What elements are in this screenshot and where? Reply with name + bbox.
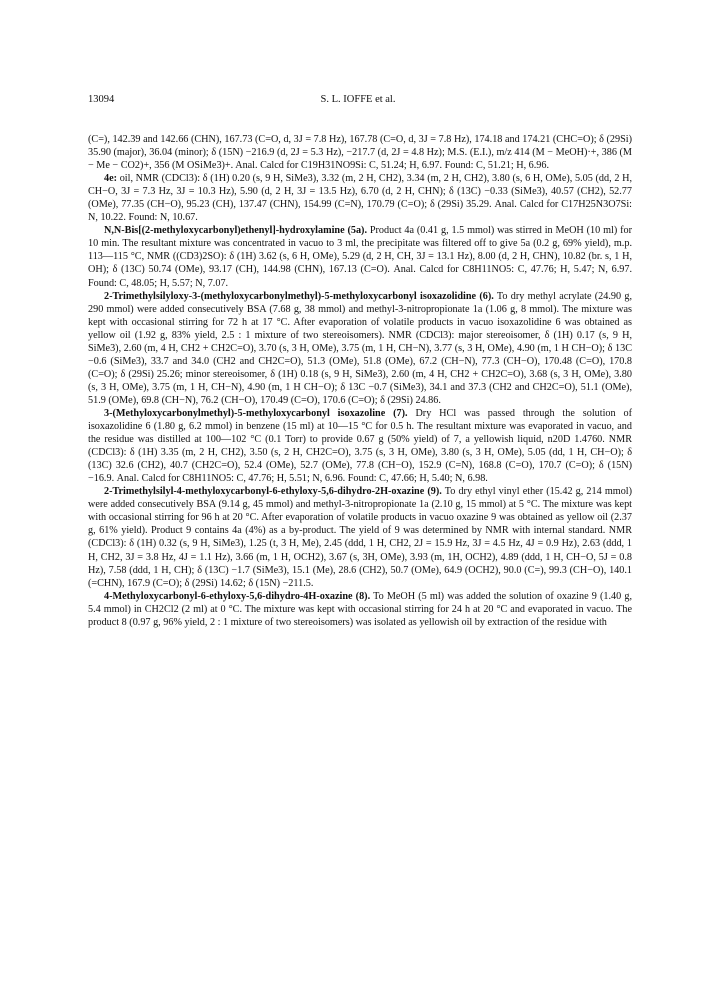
paragraph-text: (C=), 142.39 and 142.66 (CHN), 167.73 (C=O, d, 3J = 7.8 Hz), 167.78 (C=O, d, 3J = 7.8 Hz), 174.18 and 174.21 (CHC=O); δ (29Si) 35.90 (major), 36.04 (minor); δ (15N) −216.9 (d, 2J = 5.3 Hz), −217.7 (d, 2J = 4.8 Hz); M.S. (E.I.), m/z 414 (M − MeOH)·+, 386 (M − Me − CO2)+, 356 (M OSiMe3)+. Anal. Calcd for C19H31NO9Si: C, 51.24; H, 6.97. Found: C, 51.21; H, 6.96. bbox=[88, 134, 632, 172]
section-heading: 4e: bbox=[104, 173, 118, 185]
paragraph-text: To MeOH (5 ml) was added the solution of oxazine 9 (1.40 g, 5.4 mmol) in CH2Cl2 (2 ml) at 0 °C. The mixture was kept with occasional stirring for 24 h at 20 °C and evaporated in vacuo. The product 8 (0.97 g, 96% yield, 2 : 1 mixture of two stereoisomers) was isolated as yellowish oil by extraction of the residue with bbox=[88, 590, 632, 628]
paragraph-7 bbox=[88, 407, 632, 485]
paragraph-9 bbox=[88, 485, 632, 589]
section-heading: 3-(Methyloxycarbonylmethyl)-5-methyloxycarbonyl isoxazoline (7). bbox=[104, 407, 408, 419]
section-heading: N,N-Bis[(2-methyloxycarbonyl)ethenyl]-hydroxylamine (5a). bbox=[104, 225, 367, 237]
paragraph-text: To dry methyl acrylate (24.90 g, 290 mmol) were added consecutively BSA (7.68 g, 38 mmol) and methyl-3-nitropropionate 1a (1.06 g, 8 mmol). The mixture was kept with occasional stirring for 72 h at 17 °C. After evaporation of volatile products in vacuo isoxazolidine 6 was obtained as yellow oil (1.92 g, 83% yield, 2.5 : 1 mixture of two stereoisomers). NMR (CDCl3): major stereoisomer, δ (1H) 0.17 (s, 9 H, SiMe3), 2.60 (m, 4 H, CH2 + CH2C=O), 3.70 (s, 3 H, OMe), 3.75 (m, 1 H, CH−N), 3.77 (s, 3 H, OMe), 4.90 (m, 1 H CH−O); δ 13C −0.6 (SiMe3), 33.7 and 34.0 (CH2 and CH2C=O), 51.3 (OMe), 51.8 (OMe), 67.2 (CH−N), 77.3 (CH−O), 170.48 (C=O), 170.8 (C=O); δ (29Si) 25.26; minor stereoisomer, δ (1H) 0.18 (s, 9 H, SiMe3), 2.60 (m, 4 H, CH2 + CH2C=O), 3.68 (s, 3 H, OMe), 3.80 (s, 3 H, OMe), 3.75 (m, 1 H, CH−N), 4.90 (m, 1 H CH−O); δ 13C −0.7 (SiMe3), 34.1 and 37.3 (CH2 and CH2C=O), 51.1 (OMe), 51.9 (OMe), 69.8 (CH−N), 76.2 (CH−O), 170.49 (C=O), 170.6 (C=O); δ (29Si) 24.86. bbox=[88, 290, 633, 406]
article-body bbox=[88, 133, 632, 629]
paragraph-continuation bbox=[88, 133, 632, 172]
paragraph-5a bbox=[88, 224, 632, 289]
paragraph-8 bbox=[88, 590, 632, 629]
paragraph-text: Product 4a (0.41 g, 1.5 mmol) was stirred in MeOH (10 ml) for 10 min. The resultant mixture was concentrated in vacuo to 3 ml, the precipitate was filtered off to give 5a (0.2 g, 69% yield), m.p. 113—115 °C, NMR ((CD3)2SO): δ (1H) 3.62 (s, 6 H, OMe), 5.29 (d, 2 H, CH, 3J = 13.1 Hz), 8.00 (d, 2 H, CHN), 10.82 (br. s, 1 H, OH); δ (13C) 50.74 (OMe), 93.17 (CH), 144.98 (CHN), 167.13 (C=O). Anal. Calcd for C8H11NO5: C, 47.76; H, 5.47; N, 6.97. Found: C, 48.05; H, 5.57; N, 7.07. bbox=[88, 225, 632, 289]
section-heading: 2-Trimethylsilyl-4-methyloxycarbonyl-6-ethyloxy-5,6-dihydro-2H-oxazine (9). bbox=[104, 486, 442, 498]
section-heading: 2-Trimethylsilyloxy-3-(methyloxycarbonylmethyl)-5-methyloxycarbonyl isoxazolidine (6). bbox=[104, 290, 494, 302]
running-head: S. L. IOFFE et al. bbox=[320, 94, 396, 105]
paragraph-text: To dry ethyl vinyl ether (15.42 g, 214 mmol) were added consecutively BSA (9.14 g, 45 mmol) and methyl-3-nitropropionate 1a (2.10 g, 15 mmol) at 5 °C. The mixture was kept with occasional stirring for 96 h at 20 °C. After evaporation of volatile products in vacuo oxazine 9 was obtained as yellow oil (2.37 g, 61% yield). Product 9 contains 4a (4%) as a by-product. The yield of 9 was determined by NMR with internal standard. NMR (CDCl3): δ (1H) 0.32 (s, 9 H, SiMe3), 1.25 (t, 3 H, Me), 2.45 (ddd, 1 H, CH2, 2J = 15.9 Hz, 3J = 4.5 Hz, 4J = 0.9 Hz), 2.63 (ddd, 1 H, CH2, 3J = 3.8 Hz, 4J = 1.1 Hz), 3.66 (m, 1 H, OCH2), 3.67 (s, 3H, OMe), 3.93 (m, 1H, OCH2), 4.89 (ddd, 1 H, CH−O, 5J = 0.8 Hz), 7.58 (ddd, 1 H, CH); δ (13C) −1.7 (SiMe3), 15.1 (Me), 28.6 (CH2), 50.7 (OMe), 64.9 (OCH2), 90.0 (C=), 99.3 (CH−O), 140.1 (=CHN), 167.9 (C=O); δ (29Si) 14.62; δ (15N) −211.5. bbox=[88, 486, 633, 589]
paragraph-6 bbox=[88, 290, 632, 407]
paragraph-text: Dry HCl was passed through the solution of isoxazolidine 6 (1.80 g, 6.2 mmol) in benzene (15 ml) at 10—15 °C for 0.5 h. The resultant mixture was evaporated in vacuo, and the residue was distilled at 100—102 °C (0.1 Torr) to provide 0.67 g (50% yield) of 7, a yellowish liquid, n20D 1.4760. NMR (CDCl3): δ (1H) 3.35 (m, 2 H, CH2), 3.50 (s, 2 H, CH2C=O), 3.75 (s, 3 H, OMe), 3.80 (s, 3 H, OMe), 5.05 (dd, 1 H, CH−O); δ (13C) 32.6 (CH2), 40.7 (CH2C=O), 52.4 (OMe), 52.7 (OMe), 77.8 (CH−O), 152.9 (C=N), 168.8 (C=O), 170.7 (C=O); δ (15N) −16.9. Anal. Calcd for C8H11NO5: C, 47.76; H, 5.51; N, 6.96. Found: C, 47.66; H, 5.40; N, 6.98. bbox=[88, 407, 632, 485]
section-heading: 4-Methyloxycarbonyl-6-ethyloxy-5,6-dihydro-4H-oxazine (8). bbox=[104, 590, 371, 602]
paragraph-4e bbox=[88, 172, 632, 224]
page-header bbox=[88, 93, 628, 107]
paragraph-text: oil, NMR (CDCl3): δ (1H) 0.20 (s, 9 H, SiMe3), 3.32 (m, 2 H, CH2), 3.34 (m, 2 H, CH2), 3.80 (s, 6 H, OMe), 5.05 (dd, 2 H, CH−O, 3J = 7.3 Hz, 3J = 10.3 Hz), 5.90 (d, 2 H, 3J = 13.5 Hz), 6.70 (d, 2 H, CHN); δ (13C) −0.33 (SiMe3), 40.57 (CH2), 52.77 (OMe), 77.35 (CH−O), 95.23 (CH), 137.47 (CHN), 154.99 (C=N), 170.79 (C=O); δ (29Si) 35.29. Anal. Calcd for C17H25N3O7Si: N, 10.22. Found: N, 10.67. bbox=[88, 173, 632, 224]
page-number: 13094 bbox=[88, 94, 115, 105]
